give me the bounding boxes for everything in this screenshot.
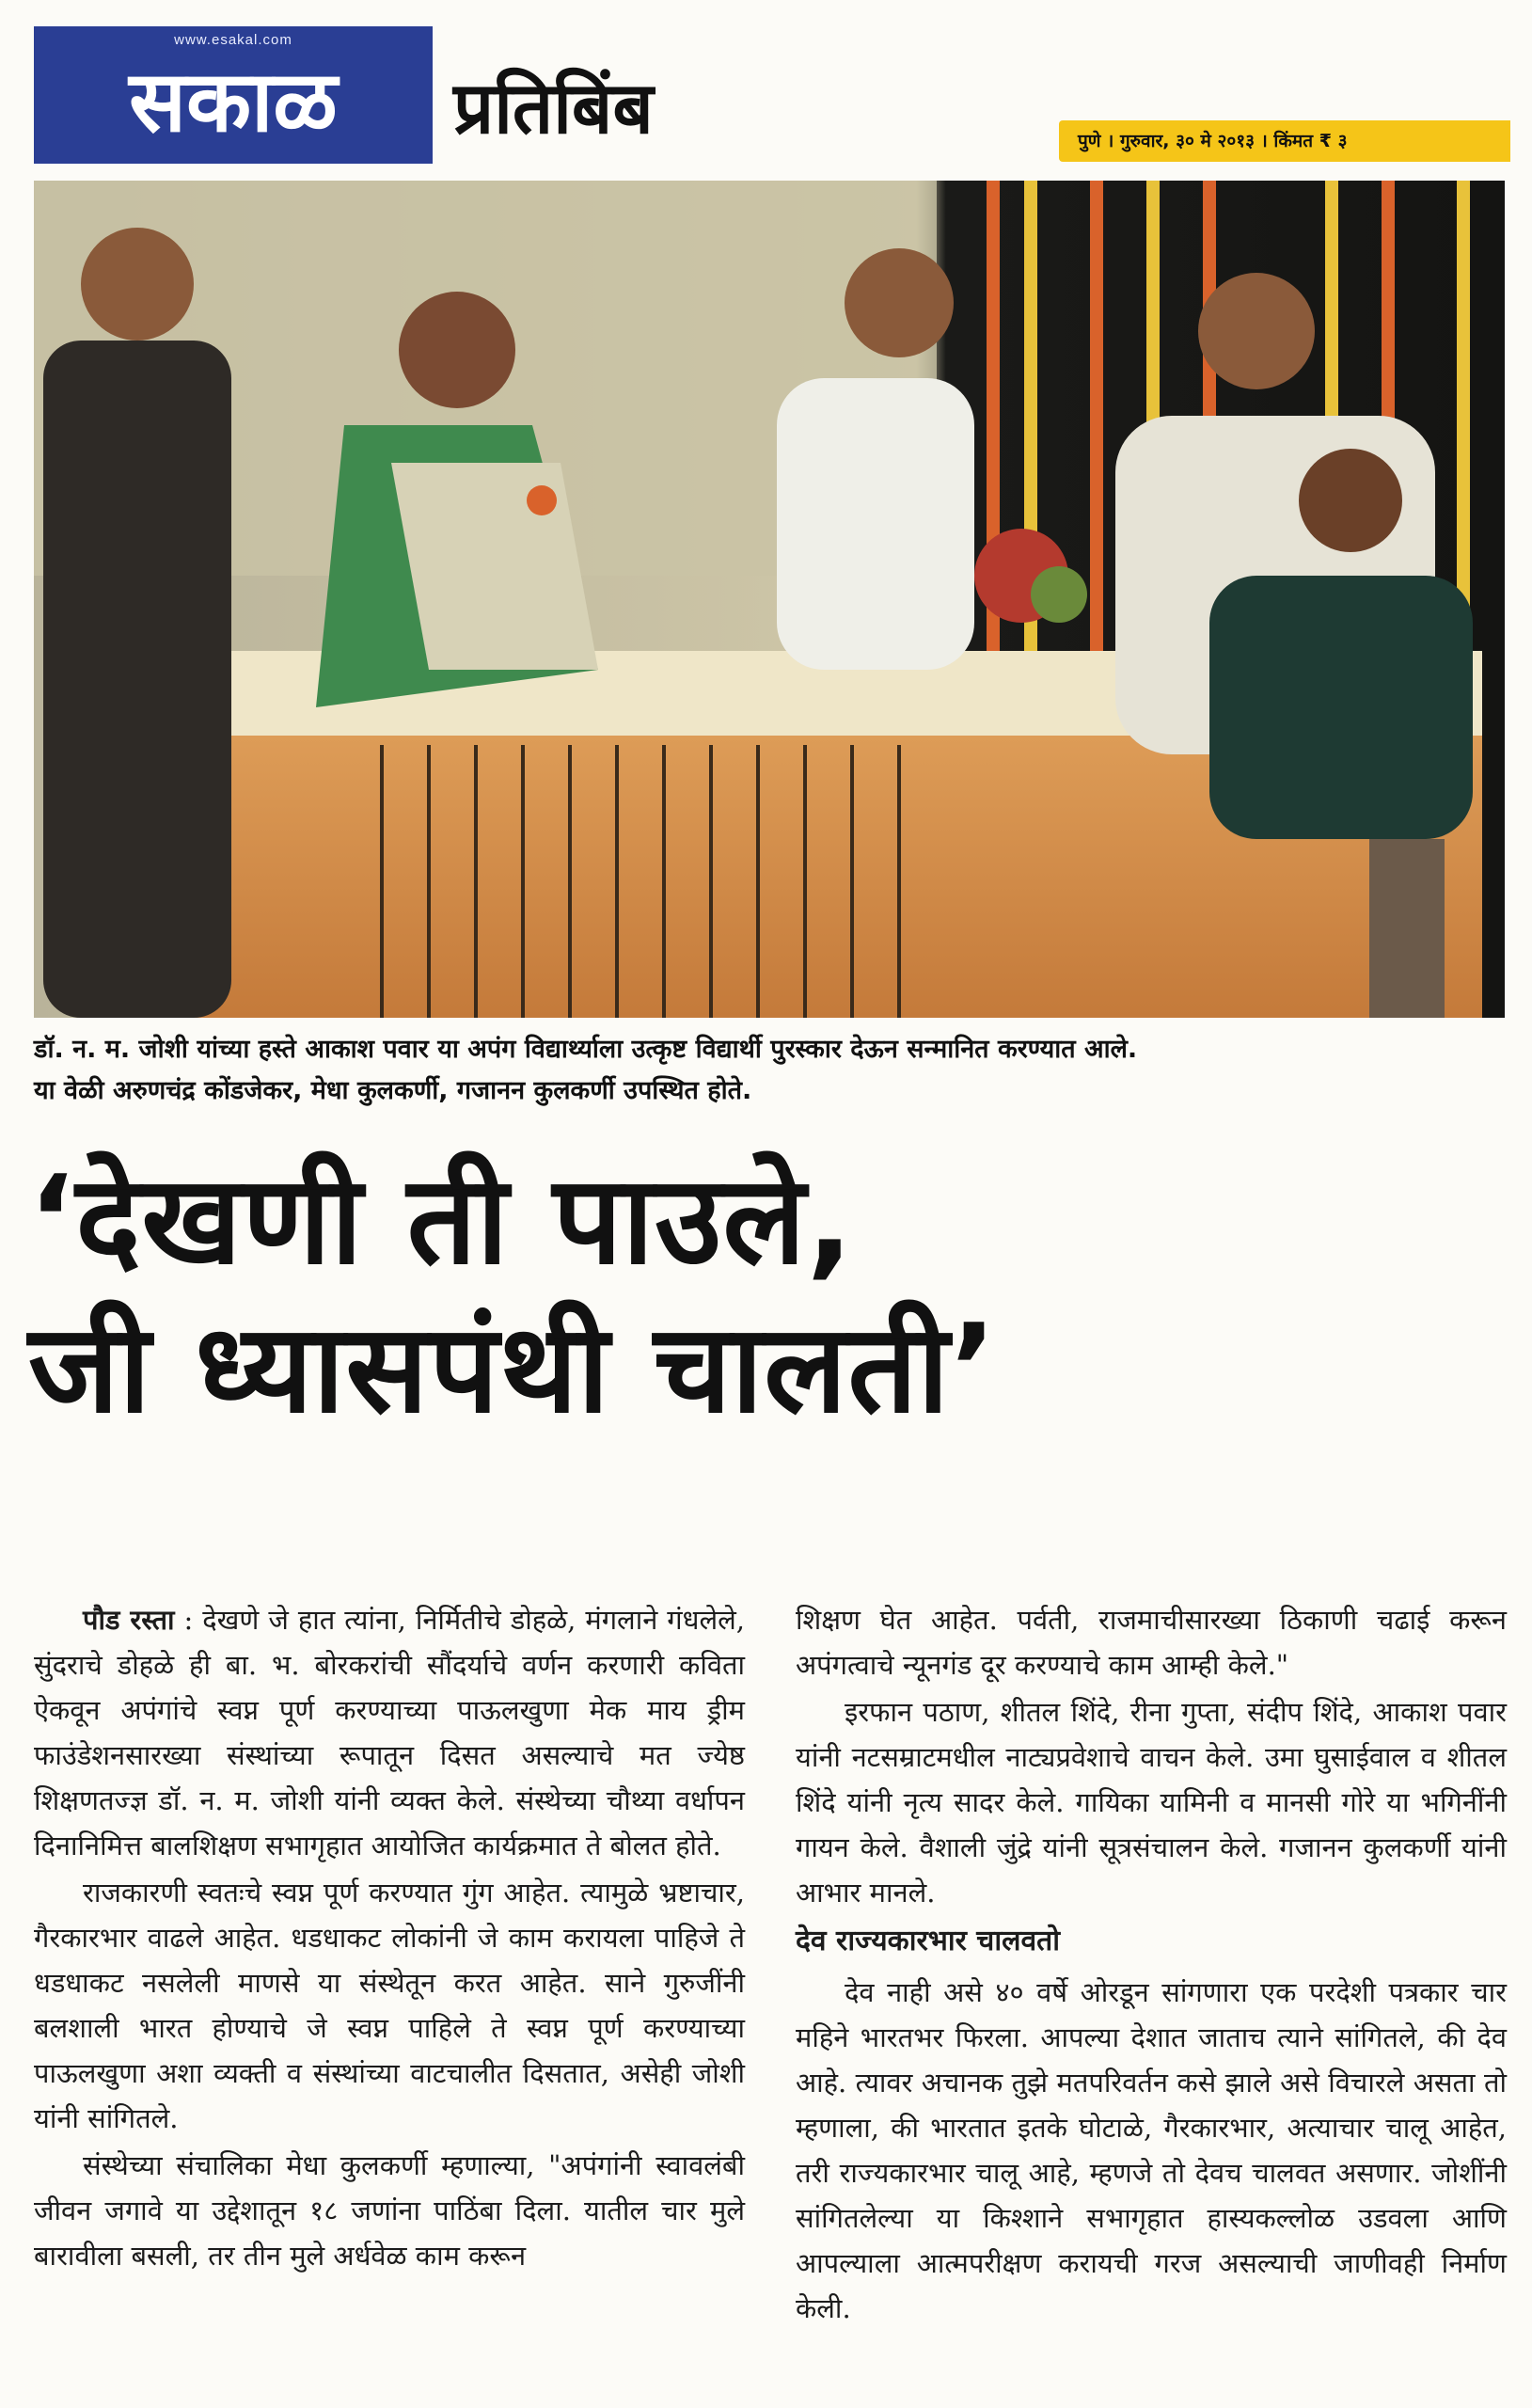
caption-line-2: या वेळी अरुणचंद्र कोंडजेकर, मेधा कुलकर्णी, गजानन कुलकर्णी उपस्थित होते. — [34, 1076, 752, 1105]
section-title: प्रतिबिंब — [453, 66, 654, 150]
article-paragraph-1-text: : देखणे जे हात त्यांना, निर्मितीचे डोहळे, मंगलाने गंधलेले, सुंदराचे डोहळे ही बा. भ. बोरकरांची सौंदर्याचे वर्णन करणारी कविता ऐकवून अपंगांचे स्वप्न पूर्ण करण्याच्या पाऊलखुणा मेक माय ड्रीम फाउंडेशनसारख्या संस्थांच्या रूपातून दिसत असल्याचे मत ज्येष्ठ शिक्षणतज्ज्ञ डॉ. न. म. जोशी यांनी व्यक्त केले. संस्थेच्या चौथ्या वर्धापन दिनानिमित्त बालशिक्षण सभागृहात आयोजित कार्यक्रमात ते बोलत होते. — [34, 1604, 745, 1861]
article-subheading: देव राज्यकारभार चालवतो — [796, 1925, 1061, 1957]
caption-line-1: डॉ. न. म. जोशी यांच्या हस्ते आकाश पवार या अपंग विद्यार्थ्याला उत्कृष्ट विद्यार्थी पुरस्कार देऊन सन्मानित करण्यात आले. — [34, 1035, 1138, 1064]
article-paragraph-3: संस्थेच्या संचालिका मेधा कुलकर्णी म्हणाल्या, "अपंगांनी स्वावलंबी जीवन जगावे या उद्देशातून १८ जणांना पाठिंबा दिला. यातील चार मुले बारावीला बसली, तर तीन मुले अर्धवेळ काम करून — [34, 2149, 745, 2272]
headline-line-2: जी ध्यासपंथी चालती’ — [28, 1297, 998, 1440]
article-paragraph-5: इरफान पठाण, शीतल शिंदे, रीना गुप्ता, संदीप शिंदे, आकाश पवार यांनी नटसम्राटमधील नाट्यप्रवेशाचे वाचन केले. उमा घुसाईवाल व शीतल शिंदे यांनी नृत्य सादर केले. गायिका यामिनी व मानसी गोरे या भगिनींनी गायन केले. वैशाली जुंद्रे यांनी सूत्रसंचालन केले. गजानन कुलकर्णी यांनी आभार मानले. — [796, 1696, 1507, 1909]
article-paragraph-6: देव नाही असे ४० वर्षे ओरडून सांगणारा एक परदेशी पत्रकार चार महिने भारतभर फिरला. आपल्या देशात जाताच त्याने सांगितले, की देव आहे. त्यावर अचानक तुझे मतपरिवर्तन कसे झाले असे विचारले असता तो म्हणाला, की भारतात इतके घोटाळे, गैरकारभार, अत्याचार चालू आहेत, तरी राज्यकारभार चालू आहे, म्हणजे तो देवच चालवत असणार. जोशींनी सांगितलेल्या या किश्शाने सभागृहात हास्यकल्लोळ उडवला आणि आपल्याला आत्मपरीक्षण करायची गरज असल्याची जाणीवही निर्माण केली. — [796, 1976, 1507, 2324]
headline-line-1: ‘देखणी ती पाउले, — [28, 1149, 854, 1291]
article-column-2 — [796, 1597, 1507, 2333]
photo-illustration — [34, 181, 1505, 1018]
issue-dateline: पुणे । गुरुवार, ३० मे २०१३ । किंमत ₹ ३ — [1059, 120, 1510, 162]
sakal-logo — [34, 26, 433, 164]
site-url: www.esakal.com — [174, 32, 292, 48]
article-paragraph-4: शिक्षण घेत आहेत. पर्वती, राजमाचीसारख्या ठिकाणी चढाई करून अपंगत्वाचे न्यूनगंड दूर करण्याचे काम आम्ही केले." — [796, 1604, 1507, 1681]
article-paragraph-1 — [34, 1597, 745, 1868]
article-column-1 — [34, 1597, 745, 2280]
article-paragraph-2: राजकारणी स्वतःचे स्वप्न पूर्ण करण्यात गुंग आहेत. त्यामुळे भ्रष्टाचार, गैरकारभार वाढले आहेत. धडधाकट लोकांनी जे काम करायला पाहिजे ते धडधाकट नसलेली माणसे या संस्थेतून करत आहेत. साने गुरुजींनी बलशाली भारत होण्याचे जे स्वप्न पाहिले ते स्वप्न पूर्ण करण्याच्या पाऊलखुणा अशा व्यक्ती व संस्थांच्या वाटचालीत दिसतात, असेही जोशी यांनी सांगितले. — [34, 1877, 745, 2134]
award-ceremony-photo — [34, 181, 1505, 1018]
article-dateline: पौड रस्ता — [83, 1604, 175, 1636]
photo-caption — [34, 1029, 1505, 1112]
headline — [28, 1146, 1514, 1443]
newspaper-name: सकाळ — [129, 53, 338, 151]
